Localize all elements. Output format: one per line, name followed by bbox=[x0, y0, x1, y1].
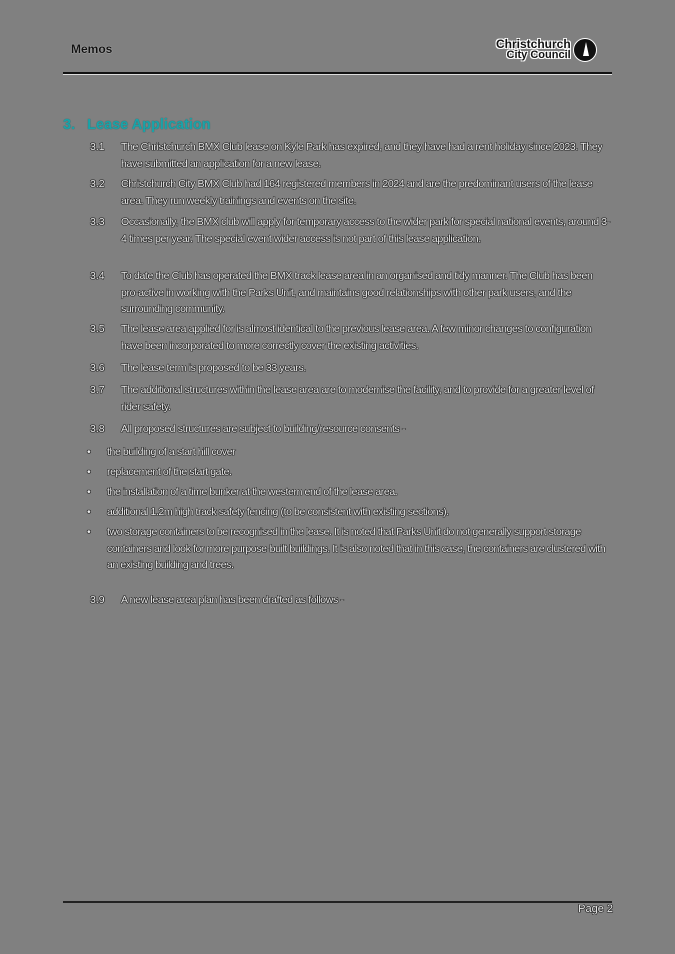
bullet-icon: • bbox=[87, 526, 91, 538]
bullet-item: • replacement of the start gate. bbox=[85, 464, 612, 481]
paragraph-3-3 bbox=[90, 214, 612, 247]
cathedral-spire-icon bbox=[573, 38, 597, 62]
paragraph-3-4 bbox=[90, 268, 612, 318]
paragraph-number: 3.8 bbox=[90, 423, 105, 435]
header-title: Memos bbox=[71, 42, 113, 56]
paragraph-number: 3.3 bbox=[90, 216, 105, 228]
council-logo bbox=[496, 38, 597, 62]
header-divider bbox=[63, 72, 612, 74]
section-title: Lease Application bbox=[87, 117, 211, 133]
paragraph-number: 3.5 bbox=[90, 323, 105, 335]
bullet-icon: • bbox=[87, 486, 91, 498]
footer-divider bbox=[63, 901, 612, 903]
paragraph-text: To date the Club has operated the BMX track lease area in an organised and tidy manner. The Club has been pro-active in working with the Parks Unit, and maintains good relationships with other park users, and the surrounding community. bbox=[121, 270, 593, 315]
paragraph-3-8 bbox=[90, 421, 612, 438]
paragraph-text: The additional structures within the lease area are to modernise the facility, and to provide for a greater level of rider safety. bbox=[121, 384, 594, 413]
paragraph-text: A new lease area plan has been drafted as follows - bbox=[121, 594, 344, 606]
paragraph-3-7 bbox=[90, 382, 612, 415]
bullet-item: • additional 1.2m high track safety fencing (to be consistent with existing sections). bbox=[85, 504, 612, 521]
paragraph-number: 3.1 bbox=[90, 141, 105, 153]
bullet-icon: • bbox=[87, 466, 91, 478]
paragraph-number: 3.6 bbox=[90, 362, 105, 374]
paragraph-text: The lease term is proposed to be 33 years. bbox=[121, 362, 306, 374]
paragraph-number: 3.2 bbox=[90, 178, 105, 190]
paragraph-text: The lease area applied for is almost identical to the previous lease area. A few minor changes to configuration have been incorporated to more correctly cover the existing activities. bbox=[121, 323, 592, 352]
bullet-item: • the installation of a time bunker at the western end of the lease area. bbox=[85, 484, 612, 501]
section-number: 3. bbox=[63, 117, 76, 133]
bullet-item: • the building of a start hill cover bbox=[85, 444, 612, 461]
bullet-icon: • bbox=[87, 506, 91, 518]
logo-line-2: City Council bbox=[506, 49, 571, 61]
bullet-icon: • bbox=[87, 446, 91, 458]
structures-bullet-list bbox=[85, 444, 612, 577]
paragraph-number: 3.7 bbox=[90, 384, 105, 396]
paragraph-3-2 bbox=[90, 176, 612, 209]
bullet-item: • two storage containers to be recognised in the lease. It is noted that Parks Unit do not generally support storage containers and look for more purpose-built buildings. It is also noted that in this case, the containers are clustered with an existing building and trees. bbox=[85, 524, 612, 574]
section-heading bbox=[63, 117, 211, 133]
paragraph-text: All proposed structures are subject to building/resource consents - bbox=[121, 423, 406, 435]
paragraph-3-1 bbox=[90, 139, 612, 172]
paragraph-number: 3.4 bbox=[90, 270, 105, 282]
paragraph-text: Christchurch City BMX Club had 164 registered members in 2024 and are the predominant users of the lease area. They run weekly trainings and events on the site. bbox=[121, 178, 593, 207]
paragraph-3-5 bbox=[90, 321, 612, 354]
paragraph-text: Occasionally, the BMX club will apply for temporary access to the wider park for special national events, around 3-4 times per year. The special event wider access is not part of this lease application. bbox=[121, 216, 610, 245]
paragraph-3-6 bbox=[90, 360, 612, 377]
page-number: Page 2 bbox=[578, 903, 613, 915]
paragraph-number: 3.9 bbox=[90, 594, 105, 606]
logo-line-1: Christchurch bbox=[496, 37, 571, 51]
paragraph-3-9 bbox=[90, 592, 612, 609]
paragraph-text: The Christchurch BMX Club lease on Kyle Park has expired, and they have had a rent holiday since 2023. They have submitted an application for a new lease. bbox=[121, 141, 603, 170]
